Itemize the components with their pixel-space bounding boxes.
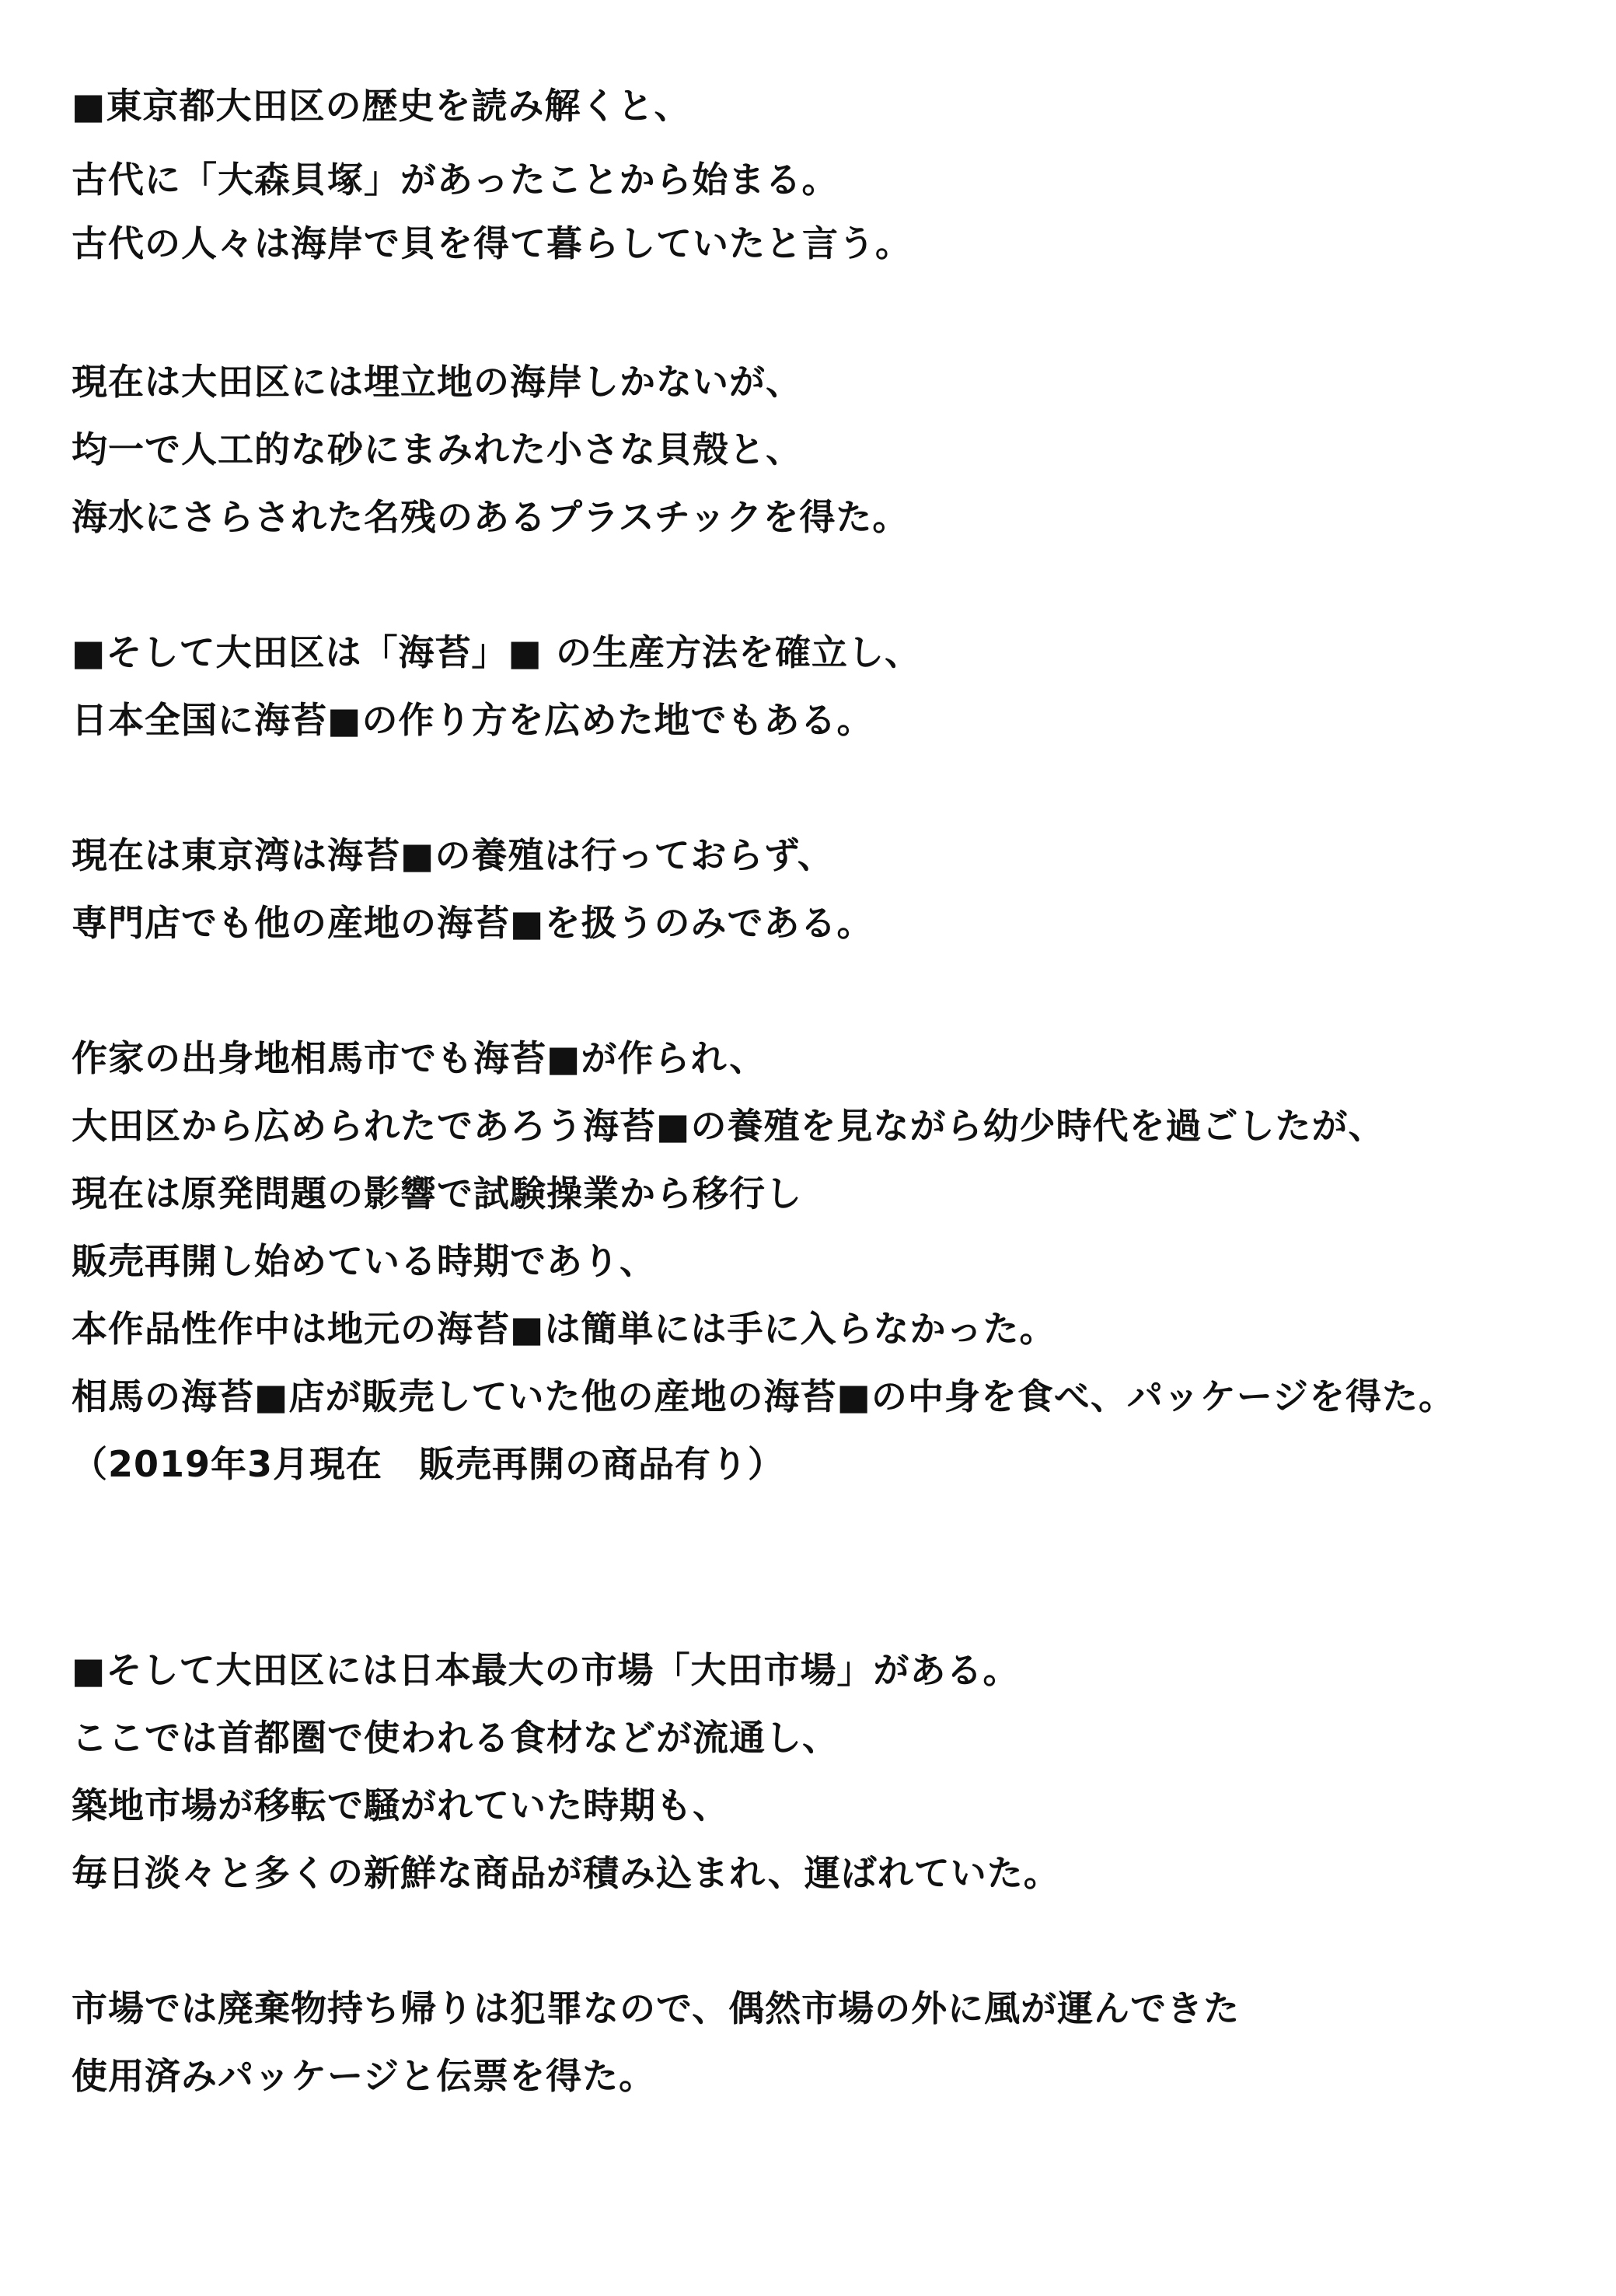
text-line: 本作品性作中は地元の海苔■は簡単には手に入らなかった。 [72,1308,1056,1350]
text-line: ■そして大田区は「海苔」■ の生産方法を確立し、 [72,631,921,673]
text-line: 日本全国に海苔■の作り方を広めた地でもある。 [72,699,874,741]
text-line: 古代の人々は海岸で貝を得て暮らしていたと言う。 [72,222,912,264]
text-line: ここでは首都圏で使われる食材などが流通し、 [72,1717,839,1759]
text-line: 毎日淡々と多くの新鮮な商品が積み込まれ、運ばれていた。 [72,1852,1060,1894]
text-line: 均一で人工的な砂にまみれた小さな貝殻と、 [72,428,802,470]
text-line: 専門店でも他の産地の海苔■を扱うのみである。 [72,902,874,944]
text-line: 市場では廃棄物持ち帰りは犯罪なので、偶然市場の外に風が運んできた [72,1987,1241,2029]
text-line: ■そして大田区には日本最大の市場「大田市場」がある。 [72,1649,1020,1691]
text-line: 現在は原発問題の影響で試験操業から移行し [72,1172,802,1214]
text-line: 相馬の海苔■店が販売していた他の産地の海苔■の中身を食べ、パッケージを得た。 [72,1375,1456,1417]
text-line: 海水にさらされた名残のあるプラスチックを得た。 [72,496,909,538]
text-line: ■東京都大田区の歴史を読み解くと、 [72,85,691,127]
text-line: 築地市場が移転で騒がれていた時期も、 [72,1784,729,1826]
text-line: 販売再開し始めている時期であり、 [72,1240,656,1282]
text-line: 大田区から広められたであろう海苔■の養殖を見ながら幼少時代を過ごしたが、 [72,1105,1385,1147]
text-line: 現在は大田区には埋立地の海岸しかないが、 [72,361,802,403]
text-line: 作家の出身地相馬市でも海苔■が作られ、 [72,1037,766,1079]
text-line: 古代に「大森貝塚」があったことから始まる。 [72,159,839,201]
text-line: 使用済みパッケージと伝票を得た。 [72,2055,656,2097]
text-line: 現在は東京湾は海苔■の養殖は行っておらず、 [72,834,834,876]
text-line: （2019年3月現在 販売再開の商品有り） [72,1443,785,1485]
